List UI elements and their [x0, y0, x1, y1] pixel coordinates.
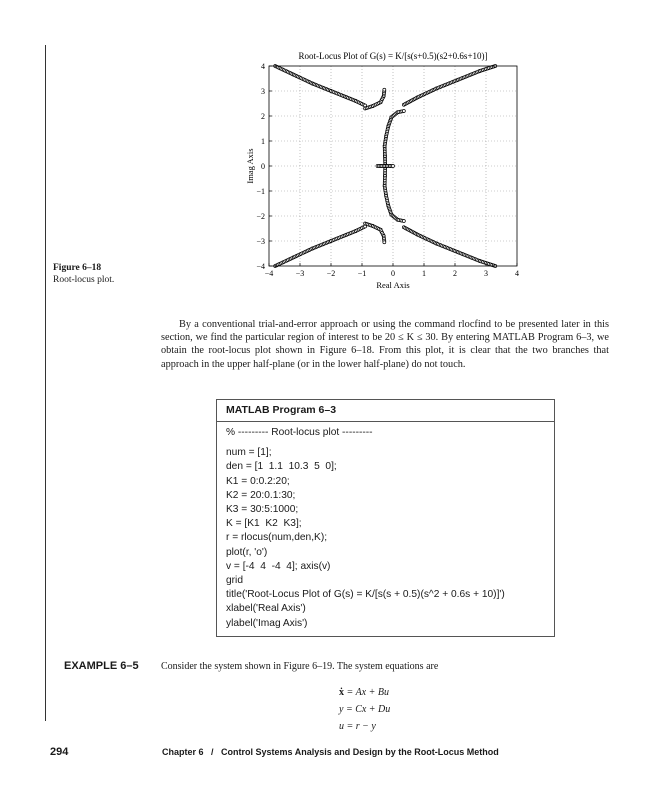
root-locus-plot: [240, 46, 550, 296]
program-comment: % --------- Root-locus plot ---------: [226, 427, 373, 438]
code-line: K3 = 30:5:1000;: [226, 504, 299, 516]
equation-state: ẋ = Ax + Bu: [339, 687, 389, 698]
code-line: title('Root-Locus Plot of G(s) = K/[s(s + 0.5)(s^2 + 0.6s + 10)]'): [226, 589, 505, 601]
equation-lhs: y: [339, 704, 344, 715]
code-line: plot(r, 'o'): [226, 546, 268, 558]
x-tick-label: 4: [515, 269, 519, 278]
code-line: v = [-4 4 -4 4]; axis(v): [226, 560, 331, 572]
locus-point: [383, 88, 386, 91]
x-tick-label: −4: [264, 269, 274, 278]
program-code: [217, 422, 554, 635]
x-tick-label: 2: [453, 269, 457, 278]
code-line: num = [1];: [226, 447, 272, 459]
equation-lhs: ẋ: [339, 687, 344, 698]
y-tick-label: 0: [261, 162, 265, 171]
x-axis-label: Real Axis: [376, 280, 410, 290]
equation-control: u = r − y: [339, 721, 376, 732]
x-tick-label: 0: [391, 269, 395, 278]
running-head: Chapter 6 / Control Systems Analysis and Design by the Root-Locus Method: [162, 747, 499, 757]
program-title: MATLAB Program 6–3: [217, 400, 554, 422]
y-axis-label: Imag Axis: [245, 148, 255, 184]
matlab-program-box: [216, 399, 555, 637]
margin-rule: [45, 45, 46, 721]
figure-caption-text: Root-locus plot.: [53, 275, 115, 285]
y-tick-label: −3: [256, 237, 265, 246]
locus-point: [402, 110, 405, 113]
locus-point: [383, 241, 386, 244]
code-line: K2 = 20:0.1:30;: [226, 489, 296, 501]
y-tick-label: −1: [256, 187, 265, 196]
y-tick-label: 3: [261, 87, 265, 96]
figure-number: Figure 6–18: [53, 263, 102, 273]
equation-rhs: Cx + Du: [355, 704, 391, 715]
y-tick-label: 4: [261, 62, 265, 71]
code-line: den = [1 1.1 10.3 5 0];: [226, 461, 337, 473]
x-tick-label: 3: [484, 269, 488, 278]
x-tick-label: 1: [422, 269, 426, 278]
code-line: K = [K1 K2 K3];: [226, 518, 302, 530]
example-label: EXAMPLE 6–5: [64, 660, 139, 672]
body-paragraph: By a conventional trial-and-error approach or using the command rlocfind to be presented later in this section, we find the particular region of interest to be 20 ≤ K ≤ 30. By entering MATLAB Program 6–3, we obtain the root-locus plot shown in Figure 6–18. From this plot, it is clear that the two branches that approach in the upper half-plane (or in the lower half-plane) do not touch.: [161, 319, 609, 370]
x-tick-label: −3: [295, 269, 305, 278]
code-line: K1 = 0:0.2:20;: [226, 475, 290, 487]
locus-point: [402, 220, 405, 223]
equation-rhs: Ax + Bu: [355, 687, 389, 698]
code-line: ylabel('Imag Axis'): [226, 617, 308, 629]
figure-caption: [53, 262, 114, 286]
equation-output: y = Cx + Du: [339, 704, 391, 715]
locus-point: [392, 165, 395, 168]
page-number: 294: [50, 746, 69, 758]
chart-title: Root-Locus Plot of G(s) = K/[s(s+0.5)(s2+0.6s+10)]: [298, 51, 488, 61]
y-tick-label: 1: [261, 137, 265, 146]
y-tick-label: 2: [261, 112, 265, 121]
equation-lhs: u: [339, 721, 344, 732]
y-tick-label: −4: [256, 262, 265, 271]
code-line: r = rlocus(num,den,K);: [226, 532, 328, 544]
y-tick-label: −2: [256, 212, 265, 221]
x-tick-label: −2: [326, 269, 336, 278]
code-line: grid: [226, 575, 243, 587]
x-tick-label: −1: [357, 269, 367, 278]
example-text: Consider the system shown in Figure 6–19. The system equations are: [161, 661, 439, 672]
equation-rhs: r − y: [355, 721, 376, 732]
code-line: xlabel('Real Axis'): [226, 603, 306, 615]
